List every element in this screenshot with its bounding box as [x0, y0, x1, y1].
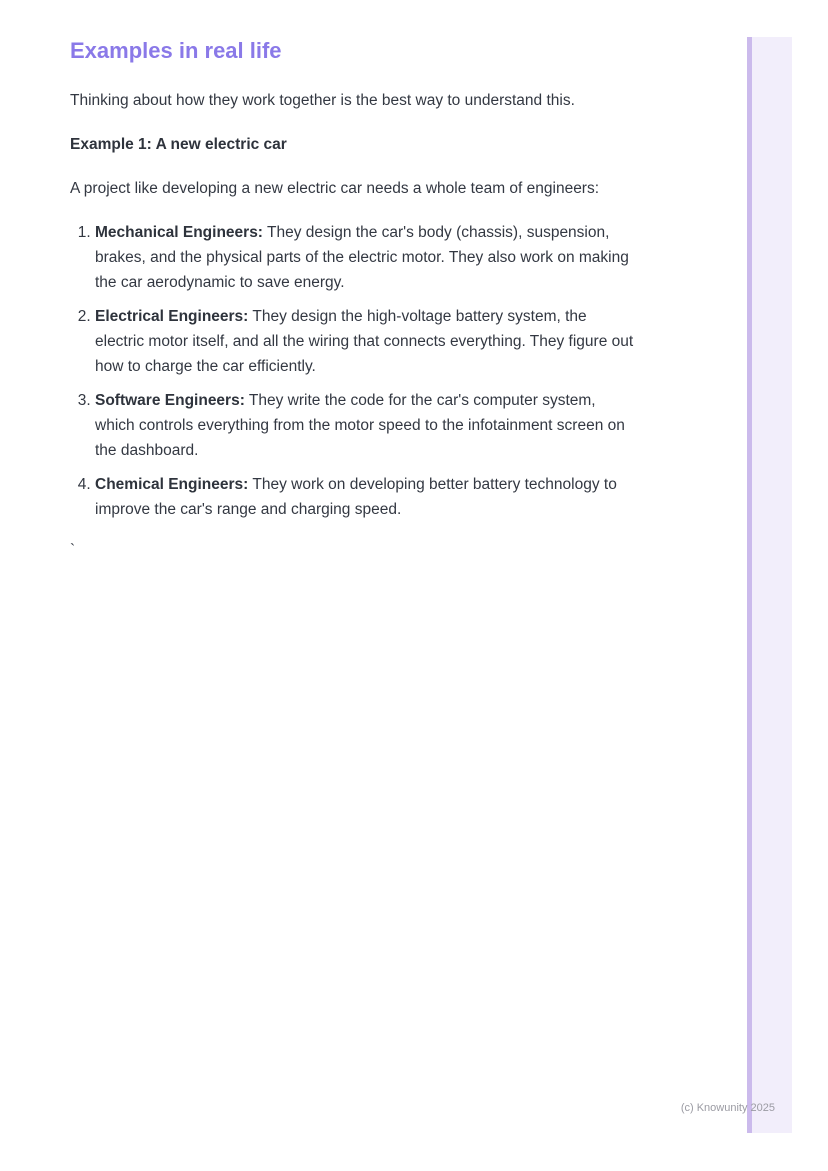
list-item-text: They write the code for the car's computer system, which controls everything from the motor speed to the infotainment screen on the dashboard.: [95, 392, 625, 459]
list-item-text: They work on developing better battery technology to improve the car's range and charging speed.: [95, 476, 617, 518]
list-item: [95, 304, 636, 379]
example-intro-paragraph: A project like developing a new electric car needs a whole team of engineers:: [70, 180, 600, 197]
list-item-label: Chemical Engineers:: [95, 476, 249, 493]
page-title: Examples in real life: [70, 38, 282, 63]
decorative-side-stripe: [747, 37, 792, 1133]
list-item: [95, 388, 636, 463]
list-item-label: Electrical Engineers:: [95, 308, 249, 325]
list-item-text: They design the car's body (chassis), suspension, brakes, and the physical parts of the electric motor. They also work on making the car aerodynamic to save energy.: [95, 224, 629, 291]
document-content: [70, 38, 636, 563]
list-item-text: They design the high-voltage battery system, the electric motor itself, and all the wiring that connects everything. They figure out how to charge the car efficiently.: [95, 308, 634, 375]
list-item: [95, 220, 636, 295]
list-item-label: Software Engineers:: [95, 392, 245, 409]
list-item-label: Mechanical Engineers:: [95, 224, 263, 241]
intro-paragraph: Thinking about how they work together is the best way to understand this.: [70, 92, 575, 109]
example-title: Example 1: A new electric car: [70, 136, 287, 153]
list-item: [95, 472, 636, 522]
copyright-footer: (c) Knowunity 2025: [680, 1102, 775, 1114]
stray-backtick: `: [70, 542, 76, 559]
engineer-list: [70, 220, 636, 522]
